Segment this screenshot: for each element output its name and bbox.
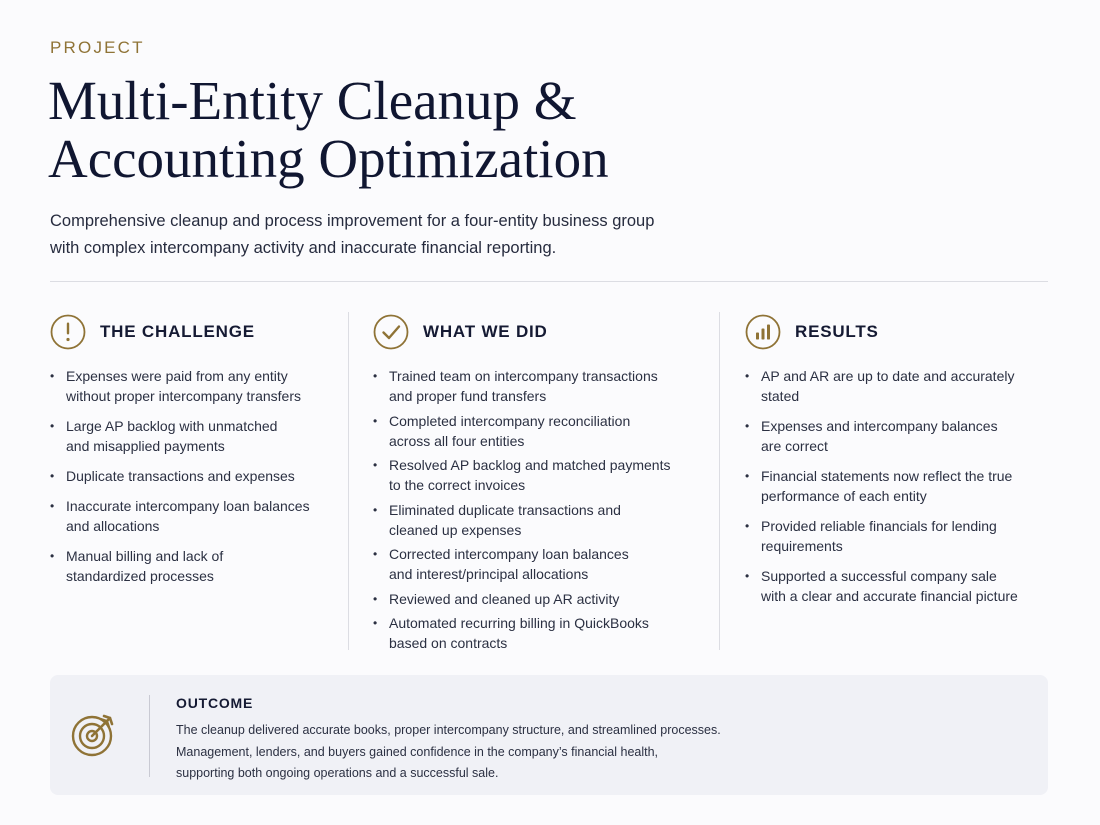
- line: • Corrected intercompany loan balances: [389, 546, 629, 562]
- page-subtitle: [50, 208, 750, 262]
- column-divider: [348, 312, 349, 650]
- line: • Expenses were paid from any entity: [66, 368, 288, 384]
- outcome-line-2: Management, lenders, and buyers gained confidence in the company’s financial health,: [176, 744, 659, 759]
- line: • Financial statements now reflect the true: [761, 468, 1013, 484]
- line: based on contracts: [389, 635, 508, 651]
- outcome-divider: [149, 695, 150, 777]
- line: • Duplicate transactions and expenses: [66, 468, 295, 484]
- line: • Inaccurate intercompany loan balances: [66, 498, 310, 514]
- line: are correct: [761, 438, 828, 454]
- line: to the correct invoices: [389, 477, 526, 493]
- challenge-header: [50, 312, 340, 352]
- challenge-title: THE CHALLENGE: [100, 322, 255, 341]
- line: with a clear and accurate financial picture: [761, 588, 1018, 604]
- column-divider: [719, 312, 720, 650]
- line: • Expenses and intercompany balances: [761, 418, 998, 434]
- list-item: [745, 416, 1045, 456]
- list-item: [745, 516, 1045, 556]
- list-item: [745, 566, 1045, 606]
- bar-chart-circle-icon: [745, 314, 781, 350]
- subtitle-line-1: Comprehensive cleanup and process improvement for a four-entity business group: [50, 212, 655, 230]
- what-we-did-header: [373, 312, 703, 352]
- line: • Completed intercompany reconciliation: [389, 412, 631, 429]
- target-arrow-icon: [70, 710, 118, 758]
- line: • Manual billing and lack of: [66, 548, 224, 564]
- list-item: [50, 546, 340, 586]
- list-item: [373, 544, 703, 584]
- results-column: [745, 312, 1045, 616]
- what-we-did-list: [373, 366, 703, 653]
- line: • Trained team on intercompany transactions: [389, 368, 658, 384]
- results-title: RESULTS: [795, 322, 879, 341]
- line: standardized processes: [66, 568, 214, 584]
- project-eyebrow: PROJECT: [50, 38, 145, 57]
- line: and interest/principal allocations: [389, 566, 589, 582]
- line: • Provided reliable financials for lending: [761, 518, 997, 534]
- line: • Automated recurring billing in QuickBooks: [389, 615, 649, 631]
- results-list: [745, 366, 1045, 606]
- line: and proper fund transfers: [389, 388, 547, 404]
- outcome-panel: [50, 675, 1048, 795]
- list-item: [745, 466, 1045, 506]
- title-line-1: Multi-Entity Cleanup &: [48, 70, 577, 131]
- outcome-line-3: supporting both ongoing operations and a successful sale.: [176, 766, 499, 780]
- list-item: [373, 613, 703, 653]
- what-we-did-column: [373, 312, 703, 658]
- list-item: [745, 366, 1045, 406]
- line: • AP and AR are up to date and accurately: [761, 368, 1015, 384]
- line: across all four entities: [389, 432, 525, 449]
- line: requirements: [761, 538, 843, 554]
- line: and allocations: [66, 518, 160, 534]
- list-item: [50, 466, 340, 486]
- line: • Reviewed and cleaned up AR activity: [389, 590, 620, 607]
- list-item: [373, 366, 703, 406]
- line: without proper intercompany transfers: [66, 388, 301, 404]
- check-circle-icon: [373, 314, 409, 350]
- line: and misapplied payments: [66, 438, 225, 454]
- list-item: [373, 500, 703, 540]
- line: • Large AP backlog with unmatched: [66, 418, 278, 434]
- line: • Eliminated duplicate transactions and: [389, 501, 621, 518]
- list-item: [373, 589, 703, 609]
- challenge-list: [50, 366, 340, 586]
- list-item: [50, 416, 340, 456]
- exclamation-circle-icon: [50, 314, 86, 350]
- page-title: [48, 72, 1048, 188]
- results-header: [745, 312, 1045, 352]
- outcome-line-1: The cleanup delivered accurate books, proper intercompany structure, and streamlined processes.: [176, 723, 721, 737]
- outcome-text: [176, 720, 976, 785]
- title-line-2: Accounting Optimization: [48, 128, 609, 189]
- outcome-label: OUTCOME: [176, 695, 254, 711]
- challenge-column: [50, 312, 340, 596]
- line: • Resolved AP backlog and matched payments: [389, 457, 671, 473]
- line: performance of each entity: [761, 488, 927, 504]
- header-divider: [50, 281, 1048, 282]
- line: • Supported a successful company sale: [761, 568, 997, 584]
- list-item: [373, 455, 703, 495]
- subtitle-line-2: with complex intercompany activity and inaccurate financial reporting.: [50, 239, 557, 257]
- list-item: [50, 496, 340, 536]
- list-item: [50, 366, 340, 406]
- list-item: [373, 411, 703, 451]
- line: cleaned up expenses: [389, 521, 522, 538]
- line: stated: [761, 388, 800, 404]
- what-we-did-title: WHAT WE DID: [423, 322, 548, 341]
